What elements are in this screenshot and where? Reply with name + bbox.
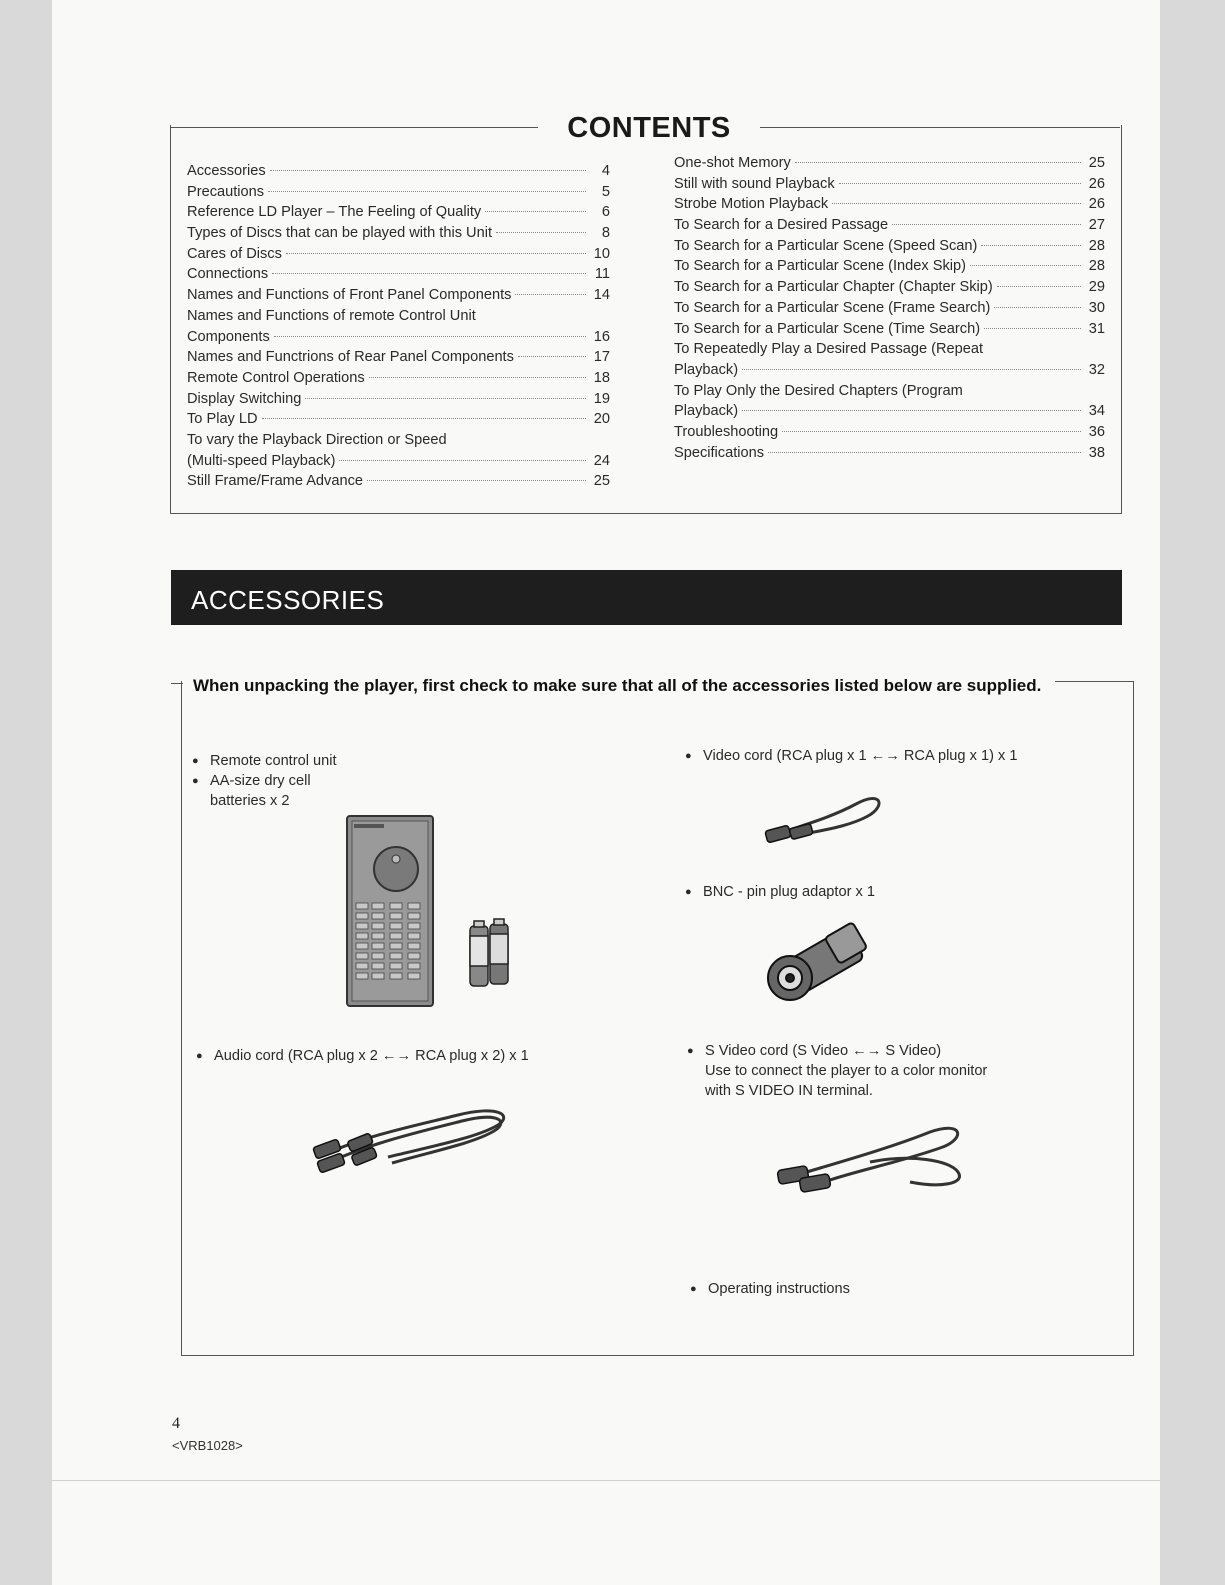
toc-item[interactable]: To Search for a Desired Passage 27 <box>674 217 1105 234</box>
audio-cord-illustration <box>308 1095 520 1175</box>
bnc-adaptor-illustration <box>760 918 880 1008</box>
toc-right-column <box>674 153 1105 463</box>
remote-control-illustration <box>346 815 434 1007</box>
contents-title: CONTENTS <box>567 112 731 144</box>
toc-item[interactable]: Precautions 5 <box>187 183 610 200</box>
accessory-remote: ● Remote control unit <box>192 753 337 769</box>
toc-item[interactable]: Connections 11 <box>187 266 610 283</box>
toc-item[interactable]: Still Frame/Frame Advance 25 <box>187 473 610 490</box>
toc-item[interactable]: To Repeatedly Play a Desired Passage (Repeat Playback) 32 <box>674 341 1105 378</box>
accessories-rule-left <box>171 683 183 684</box>
toc-item[interactable]: Specifications 38 <box>674 444 1105 461</box>
accessories-title: ACCESSORIES <box>191 585 385 615</box>
contents-rule-right <box>760 127 1120 128</box>
toc-item[interactable]: Troubleshooting 36 <box>674 423 1105 440</box>
accessory-svideo-cord: ● S Video cord (S Video ←→ S Video) Use to connect the player to a color monitor with S VIDEO IN terminal. <box>687 1043 988 1099</box>
toc-item[interactable]: Names and Functrions of Rear Panel Components 17 <box>187 349 610 366</box>
toc-item[interactable]: To Search for a Particular Scene (Speed Scan) 28 <box>674 237 1105 254</box>
toc-item[interactable]: To Play LD 20 <box>187 411 610 428</box>
accessory-instructions: ● Operating instructions <box>690 1281 850 1297</box>
model-number: <VRB1028> <box>172 1438 243 1453</box>
toc-item[interactable]: Accessories 4 <box>187 163 610 179</box>
svideo-cord-illustration <box>770 1118 970 1198</box>
toc-item[interactable]: Reference LD Player – The Feeling of Quality 6 <box>187 204 610 221</box>
toc-item[interactable]: One-shot Memory 25 <box>674 155 1105 171</box>
toc-item[interactable]: To Search for a Particular Scene (Frame Search) 30 <box>674 299 1105 316</box>
accessory-video-cord: ● Video cord (RCA plug x 1 ←→ RCA plug x 1) x 1 <box>685 748 1018 764</box>
toc-item[interactable]: To vary the Playback Direction or Speed (Multi-speed Playback) 24 <box>187 431 610 469</box>
toc-item[interactable]: Still with sound Playback 26 <box>674 175 1105 192</box>
toc-item[interactable]: Display Switching 19 <box>187 390 610 407</box>
toc-item[interactable]: To Search for a Particular Scene (Index Skip) 28 <box>674 258 1105 275</box>
accessories-banner <box>171 570 1122 625</box>
accessory-batteries: ● AA-size dry cell batteries x 2 <box>192 773 311 809</box>
accessories-box <box>181 681 1134 1356</box>
toc-item[interactable]: To Search for a Particular Scene (Time Search) 31 <box>674 320 1105 337</box>
toc-item[interactable]: Remote Control Operations 18 <box>187 369 610 386</box>
contents-rule-left <box>170 127 538 128</box>
toc-item[interactable]: Cares of Discs 10 <box>187 245 610 262</box>
page-edge-line <box>52 1480 1160 1481</box>
toc-left-column <box>187 161 610 492</box>
batteries-illustration <box>462 918 516 990</box>
toc-item[interactable]: Names and Functions of remote Control Unit Components 16 <box>187 307 610 345</box>
toc-item[interactable]: Strobe Motion Playback 26 <box>674 196 1105 213</box>
accessory-bnc-adaptor: ● BNC - pin plug adaptor x 1 <box>685 884 875 900</box>
accessory-audio-cord: ● Audio cord (RCA plug x 2 ←→ RCA plug x 2) x 1 <box>196 1048 529 1064</box>
video-cord-illustration <box>760 782 890 852</box>
accessories-intro: When unpacking the player, first check to make sure that all of the accessories listed below are supplied. <box>193 676 1042 695</box>
toc-item[interactable]: To Play Only the Desired Chapters (Program Playback) 34 <box>674 382 1105 420</box>
page-number: 4 <box>172 1415 180 1432</box>
toc-item[interactable]: Names and Functions of Front Panel Components 14 <box>187 287 610 304</box>
toc-item[interactable]: Types of Discs that can be played with this Unit 8 <box>187 225 610 242</box>
toc-item[interactable]: To Search for a Particular Chapter (Chapter Skip) 29 <box>674 279 1105 296</box>
accessories-rule-right <box>1055 681 1133 682</box>
